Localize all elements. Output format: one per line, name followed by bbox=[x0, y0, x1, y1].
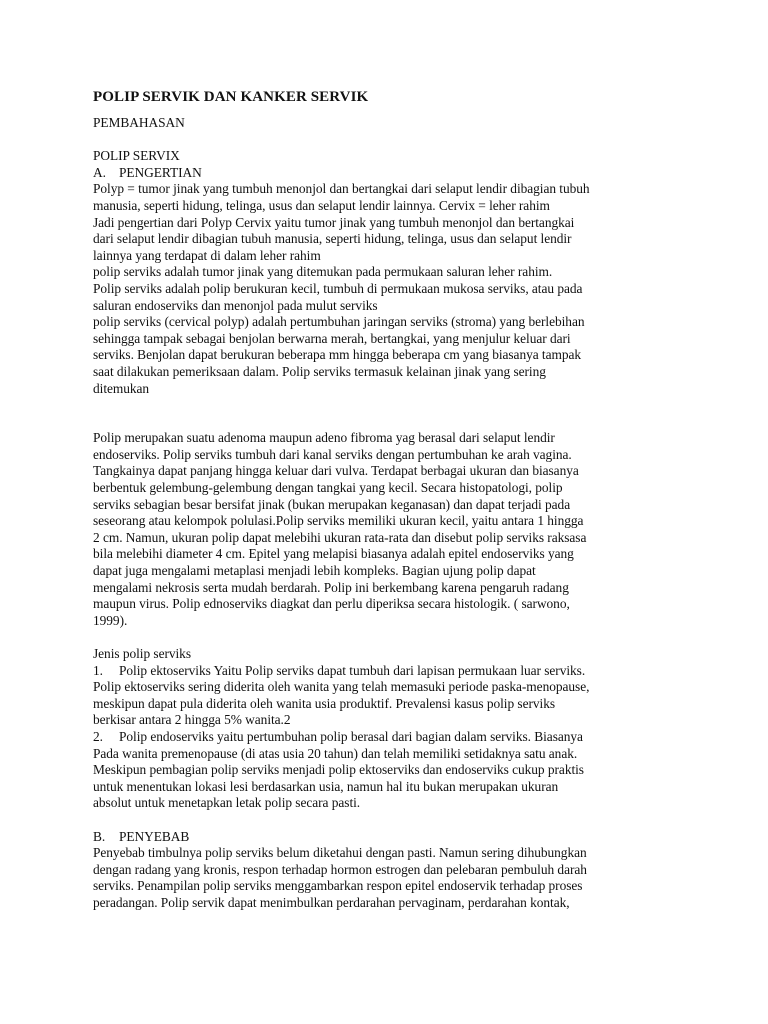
text-line: berbentuk gelembung-gelembung dengan tangkai yang kecil. Secara histopatologi, polip bbox=[93, 480, 563, 496]
text-line: dapat juga mengalami metaplasi menjadi lebih kompleks. Bagian ujung polip dapat bbox=[93, 563, 536, 579]
heading-penyebab-number: B. bbox=[93, 828, 106, 844]
text-line bbox=[93, 729, 683, 746]
text-line: serviks. Penampilan polip serviks menggambarkan respon epitel endoservik terhadap proses bbox=[93, 878, 583, 894]
text-line: peradangan. Polip servik dapat menimbulkan perdarahan pervaginam, perdarahan kontak, bbox=[93, 894, 570, 910]
document-body bbox=[93, 88, 683, 912]
text-line: Meskipun pembagian polip serviks menjadi polip ektoserviks dan endoserviks cukup praktis bbox=[93, 762, 584, 778]
paragraph-adenoma bbox=[93, 430, 683, 629]
text-line: manusia, seperti hidung, telinga, usus dan selaput lendir lainnya. Cervix = leher rahim bbox=[93, 197, 550, 213]
heading-pengertian-number: A. bbox=[93, 164, 106, 180]
text-line: bila melebihi diameter 4 cm. Epitel yang melapisi biasanya adalah epitel endoserviks yang bbox=[93, 546, 574, 562]
paragraph-pengertian bbox=[93, 181, 683, 397]
text-line: lainnya yang terdapat di dalam leher rahim bbox=[93, 247, 321, 263]
list-item-endoserviks bbox=[93, 729, 683, 812]
document-title: POLIP SERVIK DAN KANKER SERVIK bbox=[93, 89, 369, 105]
text-line: mengalami nekrosis serta mudah berdarah. Polip ini berkembang karena pengaruh radang bbox=[93, 579, 569, 595]
text-line: serviks. Benjolan dapat berukuran beberapa mm hingga beberapa cm yang biasanya tampak bbox=[93, 347, 582, 363]
heading-pengertian-label: PENGERTIAN bbox=[119, 164, 202, 180]
text-line: saat dilakukan pemeriksaan dalam. Polip serviks termasuk kelainan jinak yang sering bbox=[93, 363, 546, 379]
text-line: Polip ektoserviks sering diderita oleh wanita yang telah memasuki periode paska-menopause, bbox=[93, 679, 590, 695]
list-number: 1. bbox=[93, 662, 103, 678]
text-line: dari selaput lendir dibagian tubuh manusia, seperti hidung, telinga, usus dan selaput lendir bbox=[93, 231, 572, 247]
text-line: 1999). bbox=[93, 612, 128, 628]
list-item-ektoserviks bbox=[93, 663, 683, 729]
text-line: ditemukan bbox=[93, 380, 150, 396]
text-line: endoserviks. Polip serviks tumbuh dari kanal serviks dengan pertumbuhan ke arah vagina. bbox=[93, 446, 572, 462]
text-line: Tangkainya dapat panjang hingga keluar dari vulva. Terdapat berbagai ukuran dan biasanya bbox=[93, 463, 579, 479]
text-line: dengan radang yang kronis, respon terhadap hormon estrogen dan pelebaran pembuluh darah bbox=[93, 861, 587, 877]
text-line: polip serviks adalah tumor jinak yang ditemukan pada permukaan saluran leher rahim. bbox=[93, 264, 553, 280]
heading-pengertian bbox=[93, 165, 683, 182]
text-line: meskipun dapat pula diderita oleh wanita usia produktif. Prevalensi kasus polip serviks bbox=[93, 695, 555, 711]
text-line: 2 cm. Namun, ukuran polip dapat melebihi ukuran rata-rata dan disebut polip serviks raksasa bbox=[93, 529, 587, 545]
text-line: serviks sebagian besar bersifat jinak (bukan merupakan keganasan) dan dapat terjadi pada bbox=[93, 496, 571, 512]
text-line-content: Polip ektoserviks Yaitu Polip serviks dapat tumbuh dari lapisan permukaan luar serviks. bbox=[119, 662, 586, 678]
heading-penyebab-label: PENYEBAB bbox=[119, 828, 190, 844]
text-line: polip serviks (cervical polyp) adalah pertumbuhan jaringan serviks (stroma) yang berlebihan bbox=[93, 314, 585, 330]
paragraph-penyebab bbox=[93, 845, 683, 911]
text-line: absolut untuk menetapkan letak polip secara pasti. bbox=[93, 795, 361, 811]
text-line: Polyp = tumor jinak yang tumbuh menonjol dan bertangkai dari selaput lendir dibagian tubuh bbox=[93, 181, 590, 197]
jenis-heading: Jenis polip serviks bbox=[93, 646, 191, 661]
heading-penyebab bbox=[93, 829, 683, 846]
text-line: Pada wanita premenopause (di atas usia 20 tahun) dan telah memiliki setidaknya satu anak. bbox=[93, 745, 578, 761]
section-heading: PEMBAHASAN bbox=[93, 115, 185, 130]
text-line: maupun virus. Polip ednoserviks diagkat dan perlu diperiksa secara histologik. ( sarwono, bbox=[93, 596, 570, 612]
text-line: untuk menentukan lokasi lesi berdasarkan usia, namun hal itu bukan merupakan ukuran bbox=[93, 778, 559, 794]
text-line: sehingga tampak sebagai benjolan berwarna merah, bertangkai, yang menjulur keluar dari bbox=[93, 330, 571, 346]
text-line: saluran endoserviks dan menonjol pada mulut serviks bbox=[93, 297, 378, 313]
text-line: Jadi pengertian dari Polyp Cervix yaitu tumor jinak yang tumbuh menonjol dan bertangkai bbox=[93, 214, 575, 230]
text-line: Penyebab timbulnya polip serviks belum diketahui dengan pasti. Namun sering dihubungkan bbox=[93, 845, 587, 861]
text-line: Polip merupakan suatu adenoma maupun adeno fibroma yag berasal dari selaput lendir bbox=[93, 430, 555, 446]
subsection-heading: POLIP SERVIX bbox=[93, 148, 180, 164]
text-line: Polip serviks adalah polip berukuran kecil, tumbuh di permukaan mukosa serviks, atau pada bbox=[93, 280, 583, 296]
text-line: seseorang atau kelompok polulasi.Polip serviks memiliki ukuran kecil, yaitu antara 1 hingga bbox=[93, 513, 584, 529]
text-line bbox=[93, 663, 683, 680]
list-number: 2. bbox=[93, 728, 103, 744]
text-line: berkisar antara 2 hingga 5% wanita.2 bbox=[93, 712, 291, 728]
text-line-content: Polip endoserviks yaitu pertumbuhan polip berasal dari bagian dalam serviks. Biasanya bbox=[119, 728, 583, 744]
